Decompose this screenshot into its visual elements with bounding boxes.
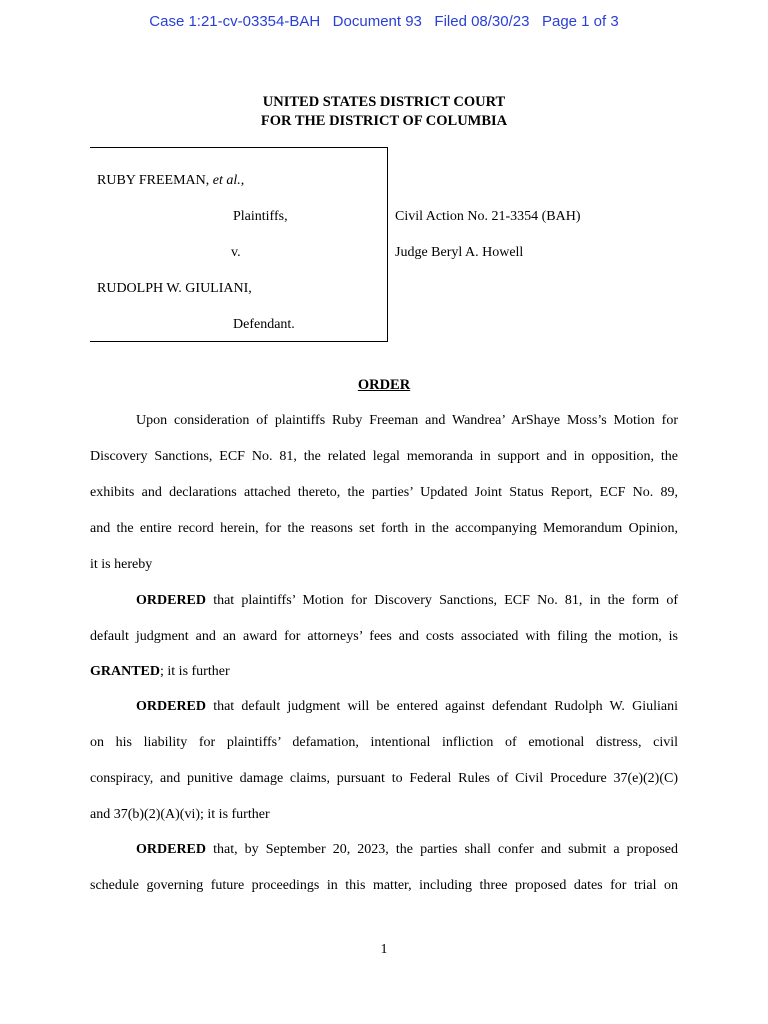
paragraph-line: schedule governing future proceedings in this matter, including three proposed dates for trial on [90,878,678,893]
paragraph-line: exhibits and declarations attached thereto, the parties’ Updated Joint Status Report, ECF No. 89, [90,485,678,500]
paragraph-line: and 37(b)(2)(A)(vi); it is further [90,807,270,822]
plaintiffs-label: Plaintiffs, [233,209,288,224]
paragraph-line: it is hereby [90,557,153,572]
court-heading [0,93,768,131]
paragraph-line: ORDERED that plaintiffs’ Motion for Discovery Sanctions, ECF No. 81, in the form of [136,593,678,608]
paragraph-line: default judgment and an award for attorneys’ fees and costs associated with filing the motion, is [90,629,678,644]
plaintiff-name: RUBY FREEMAN, et al., [97,173,245,188]
paragraph-line: Discovery Sanctions, ECF No. 81, the related legal memoranda in support and in opposition, the [90,449,678,464]
defendant-name: RUDOLPH W. GIULIANI, [97,281,252,296]
case-header-stamp: Case 1:21-cv-03354-BAH Document 93 Filed 08/30/23 Page 1 of 3 [149,13,619,30]
paragraph-line: ORDERED that default judgment will be entered against defendant Rudolph W. Giuliani [136,699,678,714]
court-heading-line2: FOR THE DISTRICT OF COLUMBIA [260,113,508,129]
defendant-label: Defendant. [233,317,295,332]
page-number: 1 [380,942,388,957]
paragraph-line: GRANTED; it is further [90,664,230,679]
ordered-keyword: ORDERED [136,842,207,857]
civil-action-number: Civil Action No. 21-3354 (BAH) [395,209,581,224]
paragraph-line: Upon consideration of plaintiffs Ruby Freeman and Wandrea’ ArShaye Moss’s Motion for [136,413,678,428]
versus-label: v. [231,245,241,260]
ordered-keyword: ORDERED [136,593,207,608]
paragraph-line: ORDERED that, by September 20, 2023, the parties shall confer and submit a proposed [136,842,678,857]
paragraph-line: on his liability for plaintiffs’ defamation, intentional infliction of emotional distress, civil [90,735,678,750]
court-heading-line1: UNITED STATES DISTRICT COURT [262,94,506,110]
paragraph-line: conspiracy, and punitive damage claims, pursuant to Federal Rules of Civil Procedure 37(e)(2)(C) [90,771,678,786]
paragraph-line: and the entire record herein, for the reasons set forth in the accompanying Memorandum Opinion, [90,521,678,536]
order-title: ORDER [357,377,411,393]
et-al: et al. [212,173,241,188]
judge-name: Judge Beryl A. Howell [395,245,524,260]
ordered-keyword: ORDERED [136,699,207,714]
granted-keyword: GRANTED [90,664,161,679]
